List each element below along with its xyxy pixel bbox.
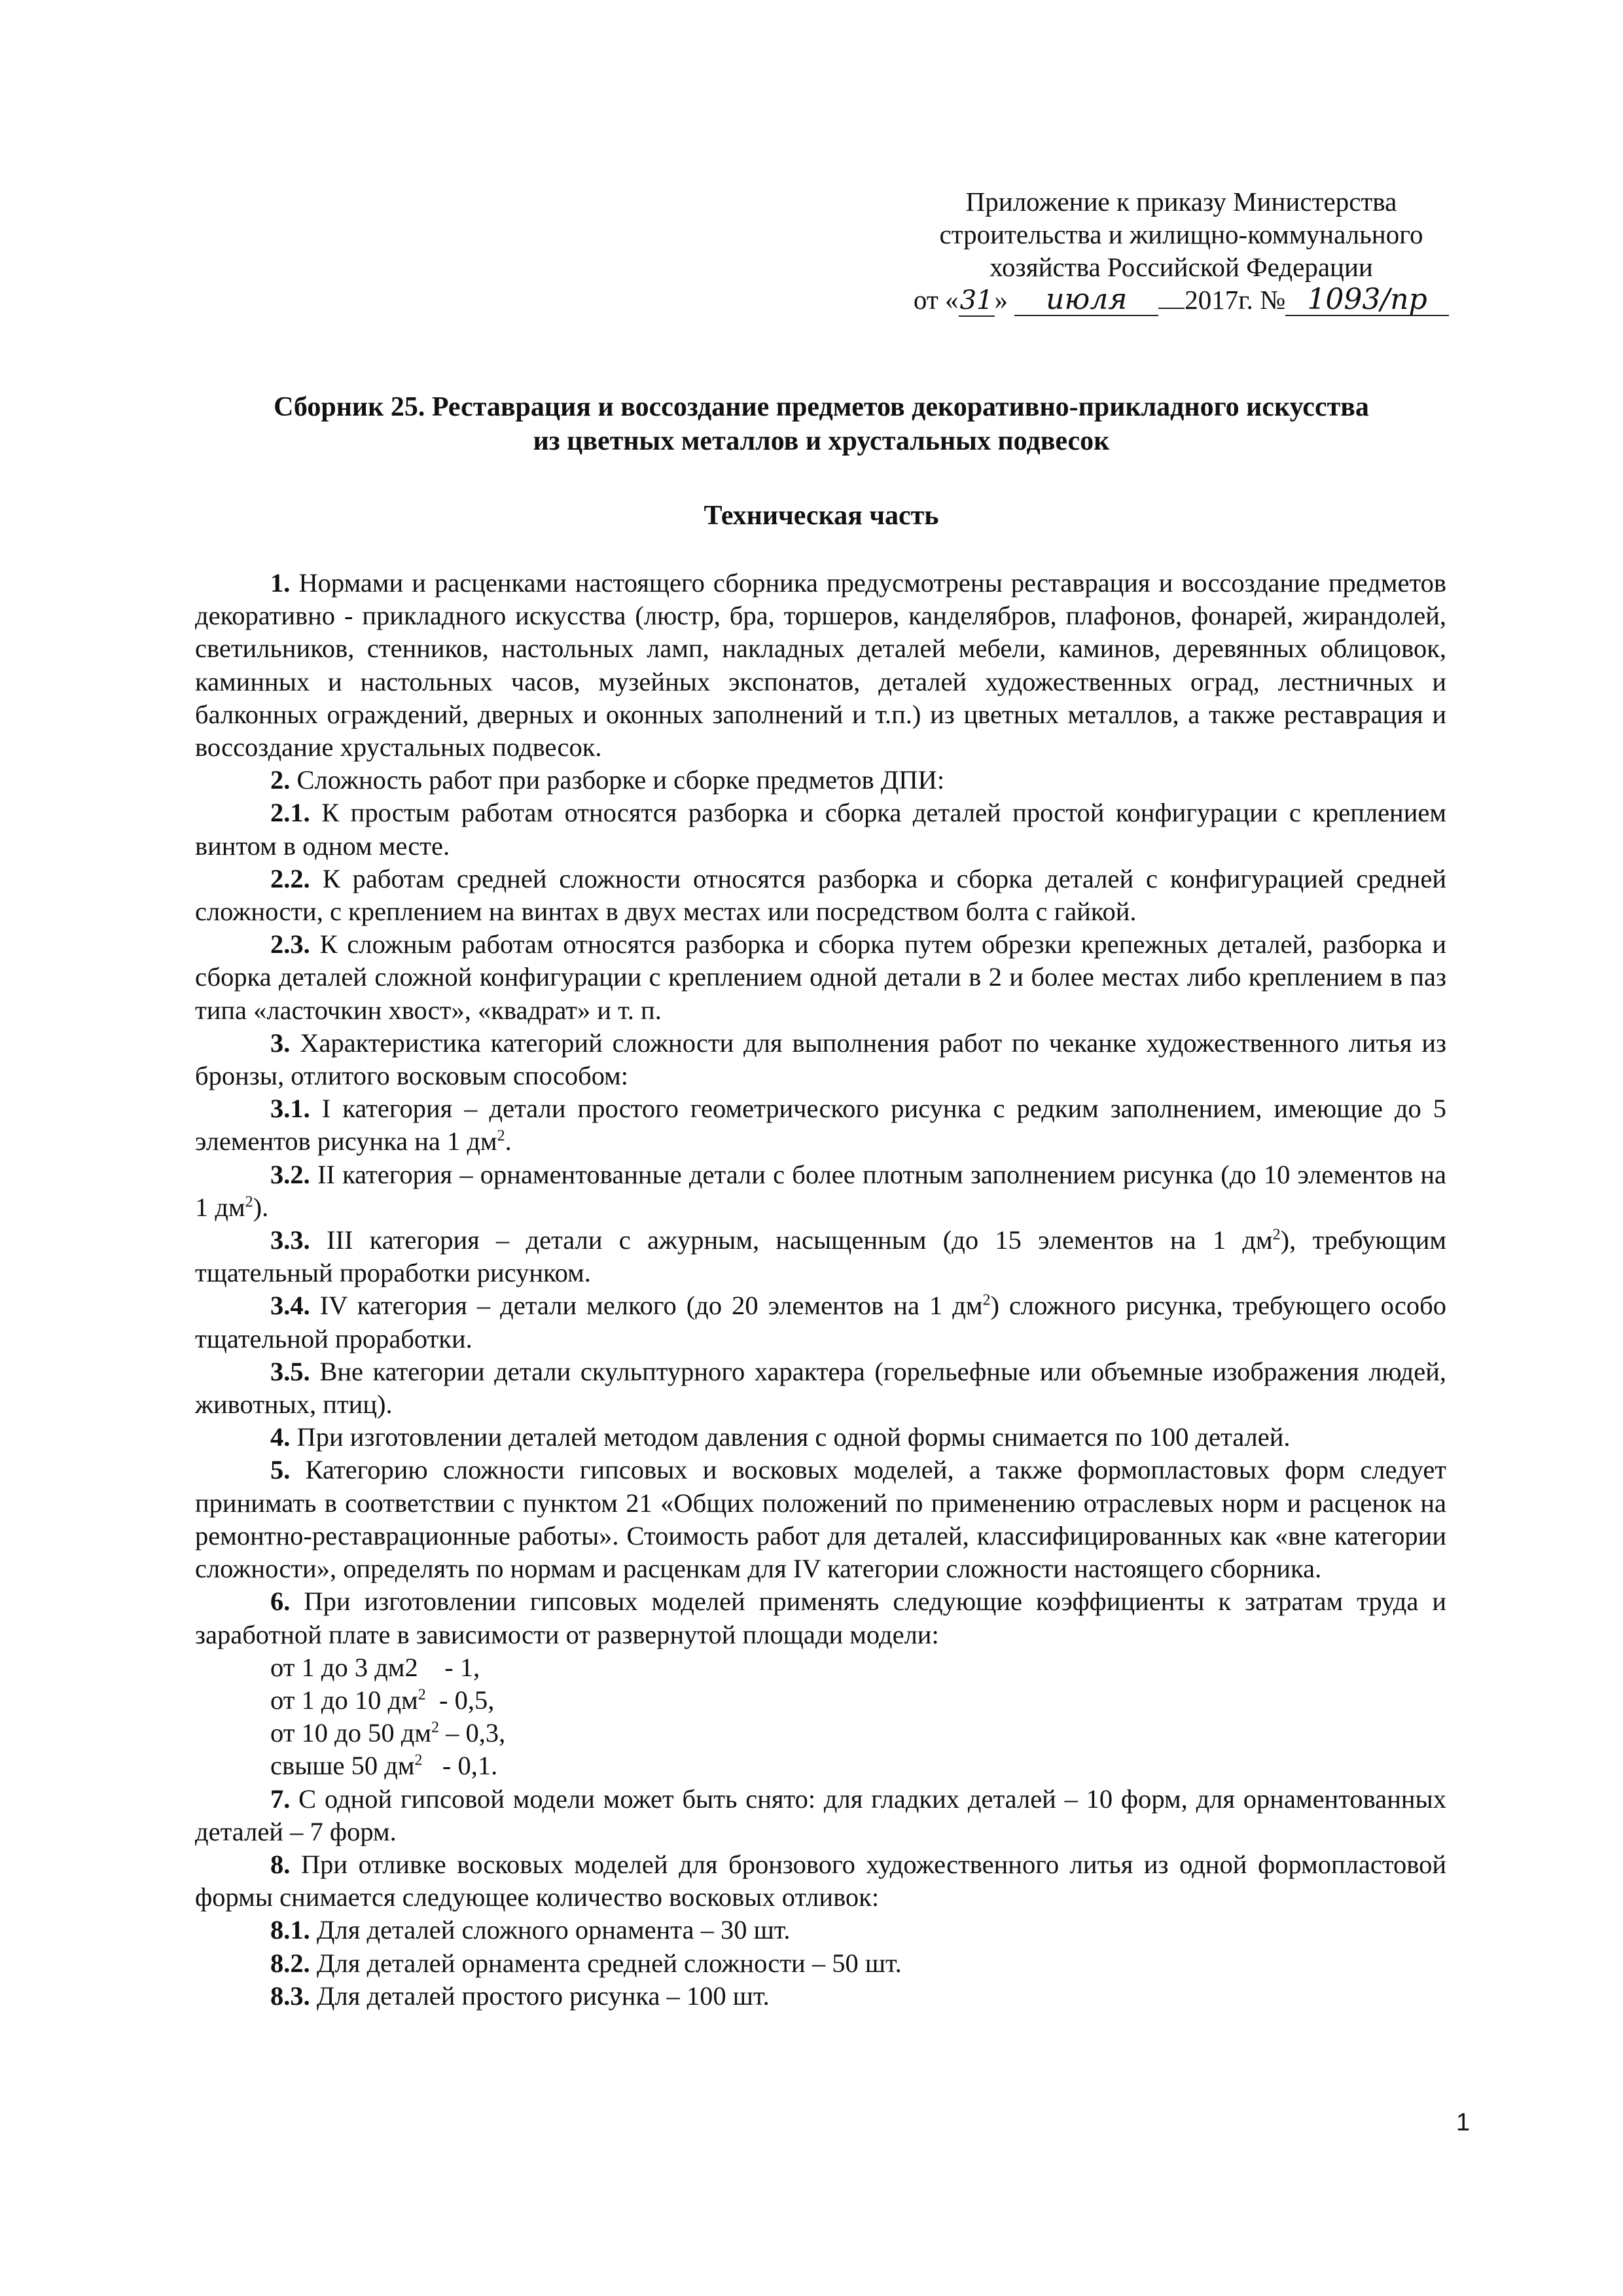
paragraph-text: К работам средней сложности относятся разборка и сборка деталей с конфигурацией средней сложности, с креплением на винтах в двух местах или посредством болта с гайкой. (195, 863, 1447, 927)
paragraph-8 (195, 1848, 1446, 1914)
superscript: 2 (245, 1193, 253, 1211)
coefficient-item (270, 1684, 1446, 1717)
coefficient-item (270, 1717, 1446, 1749)
appendix-line-1: Приложение к приказу Министерства (965, 187, 1397, 217)
paragraph-number: 1. (270, 568, 291, 598)
paragraph-2 (195, 764, 1446, 797)
coefficient-value: – 0,3, (439, 1718, 506, 1748)
collection-title-line-1: Сборник 25. Реставрация и воссоздание предметов декоративно-прикладного искусства (274, 392, 1369, 422)
paragraph-number: 4. (270, 1422, 291, 1452)
order-day-handwritten: 31 (959, 285, 995, 317)
paragraph-tail: ). (253, 1192, 269, 1222)
paragraph-3-2 (195, 1158, 1446, 1224)
paragraph-6 (195, 1585, 1446, 1651)
paragraph-number: 8.2. (270, 1948, 310, 1978)
collection-title-line-2: из цветных металлов и хрустальных подвесок (533, 426, 1110, 456)
paragraph-number: 8.1. (270, 1915, 310, 1945)
paragraph-text: Вне категории детали скульптурного характера (горельефные или объемные изображения людей, животных, птиц). (195, 1356, 1447, 1420)
order-month-handwritten: июля (1014, 285, 1158, 316)
paragraph-text: При изготовлении гипсовых моделей применять следующие коэффициенты к затратам труда и заработной плате в зависимости от развернутой площади модели: (195, 1587, 1446, 1649)
coefficient-item (270, 1749, 1446, 1782)
paragraph-number: 3.3. (270, 1225, 310, 1255)
coefficient-list (195, 1651, 1446, 1783)
coefficient-text: от 10 до 50 дм (270, 1718, 432, 1748)
paragraph-3-5 (195, 1355, 1446, 1421)
paragraph-number: 2.3. (270, 929, 310, 960)
paragraph-text: С одной гипсовой модели может быть снято: для гладких деталей – 10 форм, для орнаментованных деталей – 7 форм. (195, 1784, 1447, 1846)
paragraph-8-1 (195, 1914, 1446, 1946)
superscript: 2 (982, 1291, 991, 1309)
coefficient-text: свыше 50 дм (270, 1751, 415, 1781)
coefficient-text: от 1 до 10 дм (270, 1685, 418, 1715)
paragraph-text: Для деталей простого рисунка – 100 шт. (316, 1981, 770, 2011)
paragraph-2-1 (195, 797, 1446, 862)
collection-title (190, 390, 1453, 458)
paragraph-text: При изготовлении деталей методом давления с одной формы снимается по 100 деталей. (296, 1422, 1291, 1452)
superscript: 2 (431, 1719, 440, 1736)
paragraph-number: 8.3. (270, 1981, 310, 2011)
paragraph-4 (195, 1421, 1446, 1454)
superscript: 2 (414, 1751, 423, 1769)
appendix-header (870, 185, 1492, 317)
section-title: Техническая часть (704, 501, 939, 531)
paragraph-tail: ), требующим тщательный проработки рисунком. (195, 1225, 1446, 1288)
paragraph-number: 3. (270, 1028, 291, 1058)
paragraph-text: Категорию сложности гипсовых и восковых моделей, а также формопластовых форм следует принимать в соответствии с пунктом 21 «Общих положений по применению отраслевых норм и расценок на ремонтно-реставрационные работы». Стоимость работ для деталей, классифицированных как «вне категории сложности», определять по нормам и расценкам для IV категории сложности настоящего сборника. (195, 1455, 1446, 1584)
coefficient-value: - 0,1. (422, 1751, 498, 1781)
coefficient-item (270, 1651, 1446, 1684)
superscript: 2 (418, 1686, 426, 1704)
paragraph-number: 7. (270, 1784, 291, 1814)
order-year-label: 2017г. № (1185, 285, 1286, 315)
paragraph-3-3 (195, 1224, 1446, 1289)
paragraph-number: 3.2. (270, 1159, 310, 1189)
paragraph-text: К простым работам относятся разборка и сборка деталей простой конфигурации с креплением винтом в одном месте. (195, 798, 1447, 861)
paragraph-8-3 (195, 1980, 1446, 2013)
paragraph-number: 3.4. (270, 1291, 310, 1321)
paragraph-3-4 (195, 1289, 1446, 1355)
paragraph-text: Для деталей орнамента средней сложности – 50 шт. (316, 1948, 902, 1978)
document-body (195, 567, 1446, 2013)
paragraph-number: 3.1. (270, 1094, 310, 1124)
paragraph-3 (195, 1027, 1446, 1092)
superscript: 2 (1272, 1226, 1281, 1244)
order-date-mid: » (994, 285, 1008, 315)
paragraph-text: Нормами и расценками настоящего сборника предусмотрены реставрация и воссоздание предметов декоративно - прикладного искусства (люстр, бра, торшеров, канделябров, плафонов, фонарей, жирандолей, светильников, стенников, настольных ламп, накладных деталей мебели, каминов, деревянных облицовок, каминных и настольных часов, музейных экспонатов, деталей художественных оград, лестничных и балконных ограждений, дверных и оконных заполнений и т.п.) из цветных металлов, а также реставрация и воссоздание хрустальных подвесок. (195, 568, 1446, 762)
paragraph-number: 3.5. (270, 1356, 310, 1386)
order-date-prefix: от « (913, 285, 959, 315)
paragraph-number: 2.2. (270, 863, 310, 893)
appendix-line-2: строительства и жилищно-коммунального (939, 219, 1423, 249)
paragraph-text: Сложность работ при разборке и сборке предметов ДПИ: (296, 765, 945, 795)
page-number: 1 (1456, 2109, 1471, 2136)
paragraph-5 (195, 1454, 1446, 1585)
paragraph-text: При отливке восковых моделей для бронзового художественного литья из одной формопластовой формы снимается следующее количество восковых отливок: (195, 1849, 1446, 1912)
paragraph-tail: ) сложного рисунка, требующего особо тщательной проработки. (195, 1291, 1446, 1354)
paragraph-text: II категория – орнаментованные детали с более плотным заполнением рисунка (до 10 элементов на 1 дм (195, 1159, 1446, 1222)
paragraph-text: IV категория – детали мелкого (до 20 элементов на 1 дм (319, 1291, 983, 1321)
superscript: 2 (497, 1127, 505, 1145)
paragraph-number: 5. (270, 1455, 291, 1485)
paragraph-2-3 (195, 928, 1446, 1027)
paragraph-tail: . (505, 1126, 512, 1157)
paragraph-number: 6. (270, 1587, 291, 1617)
paragraph-text: К сложным работам относятся разборка и сборка путем обрезки крепежных деталей, разборка и сборка деталей сложной конфигурации с креплением одной детали в 2 и более местах либо креплением в паз типа «ласточкин хвост», «квадрат» и т. п. (195, 929, 1447, 1025)
appendix-line-3: хозяйства Российской Федерации (990, 252, 1373, 282)
paragraph-2-2 (195, 863, 1446, 928)
paragraph-text: Характеристика категорий сложности для выполнения работ по чеканке художественного литья из бронзы, отлитого восковым способом: (195, 1028, 1447, 1091)
paragraph-8-2 (195, 1947, 1446, 1980)
coefficient-text: от 1 до 3 дм2 - 1, (270, 1652, 480, 1682)
paragraph-3-1 (195, 1092, 1446, 1158)
coefficient-value: - 0,5, (425, 1685, 495, 1715)
paragraph-number: 2.1. (270, 798, 310, 828)
paragraph-text: III категория – детали с ажурным, насыщенным (до 15 элементов на 1 дм (327, 1225, 1273, 1255)
paragraph-number: 8. (270, 1849, 291, 1879)
paragraph-number: 2. (270, 765, 291, 795)
paragraph-text: I категория – детали простого геометрического рисунка с редким заполнением, имеющие до 5 элементов рисунка на 1 дм (195, 1094, 1447, 1157)
date-blank-line (1158, 285, 1185, 309)
paragraph-7 (195, 1783, 1446, 1848)
paragraph-1 (195, 567, 1446, 764)
paragraph-text: Для деталей сложного орнамента – 30 шт. (316, 1915, 791, 1945)
order-number-handwritten: 1093/пр (1285, 285, 1449, 316)
order-date-number-line (870, 283, 1492, 317)
